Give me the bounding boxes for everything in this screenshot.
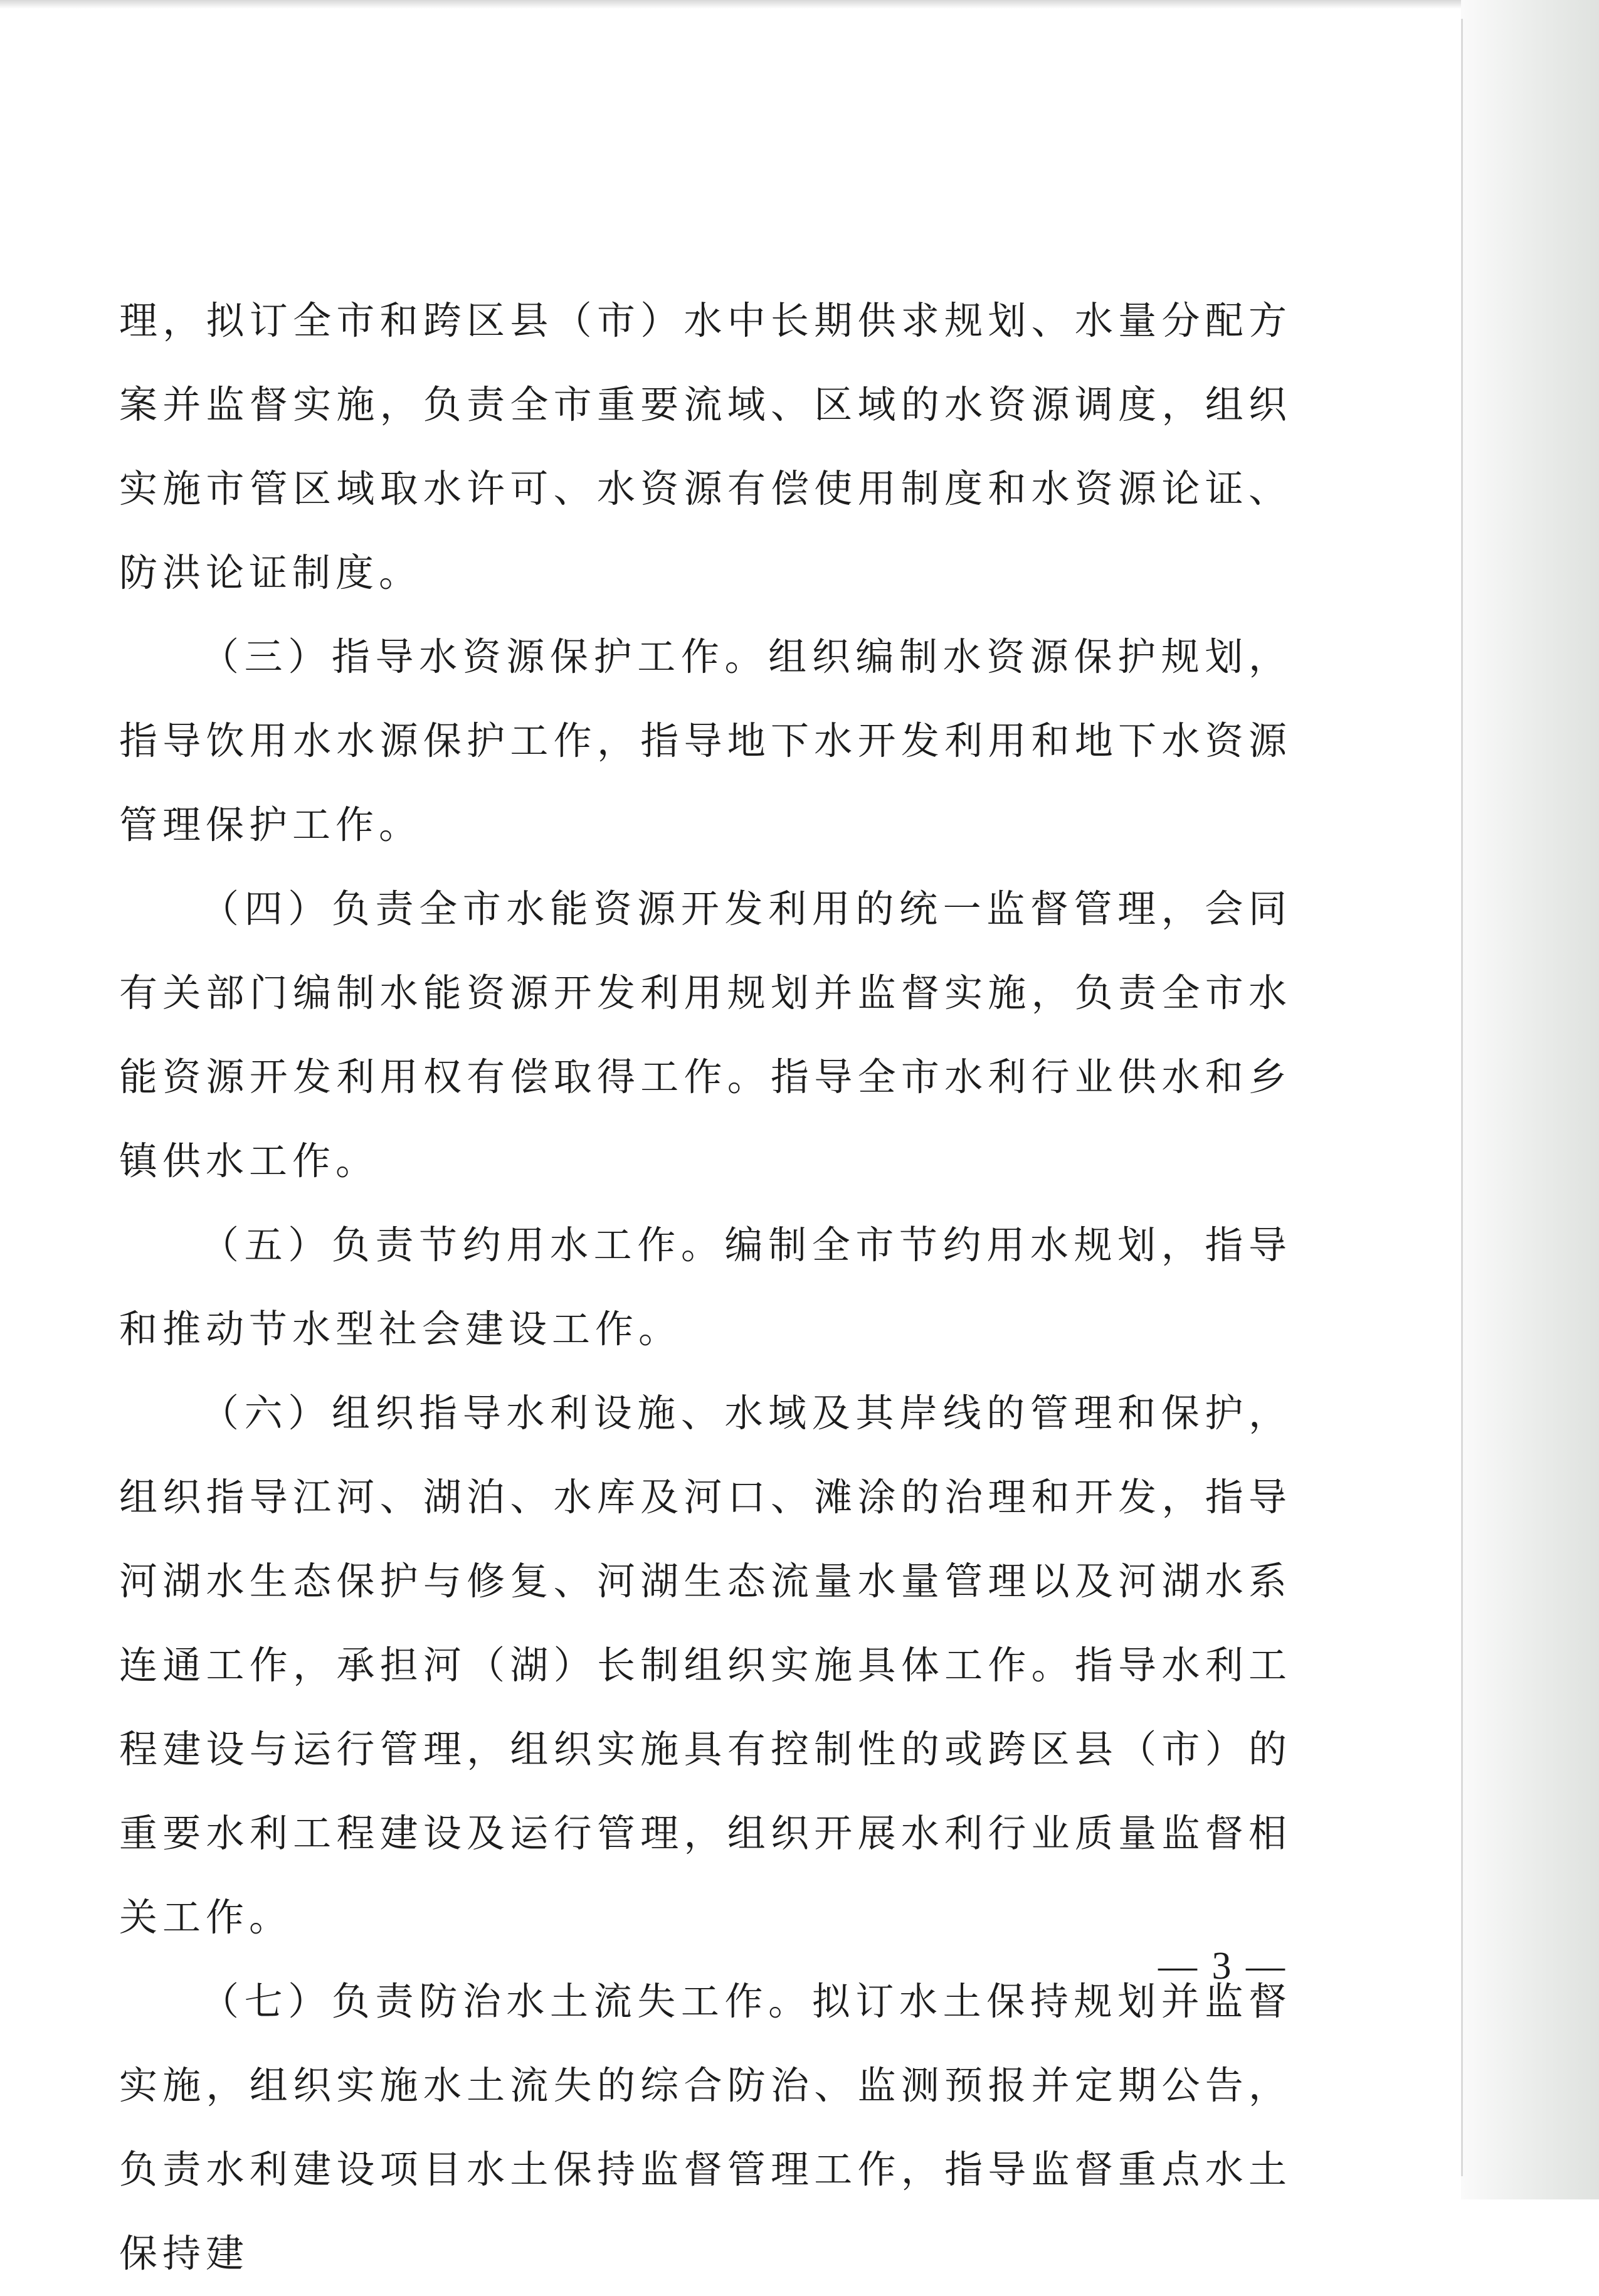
paragraph-section-5: （五）负责节约用水工作。编制全市节约用水规划，指导和推动节水型社会建设工作。 bbox=[119, 1223, 1292, 1352]
scan-edge-top bbox=[0, 0, 1599, 9]
paragraph-section-6: （六）组织指导水利设施、水域及其岸线的管理和保护，组织指导江河、湖泊、水库及河口、滩涂的治理和开发，指导河湖水生态保护与修复、河湖生态流量水量管理以及河湖水系连通工作，承担河（湖）长制组织实施具体工作。指导水利工程建设与运行管理，组织实施具有控制性的或跨区县（市）的重要水利工程建设及运行管理，组织开展水利行业质量监督相关工作。 bbox=[119, 1391, 1292, 1940]
paragraph-section-7: （七）负责防治水土流失工作。拟订水土保持规划并监督实施，组织实施水土流失的综合防治、监测预报并定期公告，负责水利建设项目水土保持监督管理工作，指导监督重点水土保持建 bbox=[119, 1979, 1292, 2276]
document-body bbox=[119, 279, 1292, 2296]
scan-edge-right bbox=[1461, 0, 1599, 2199]
paragraph-section-3: （三）指导水资源保护工作。组织编制水资源保护规划，指导饮用水水源保护工作，指导地下水开发利用和地下水资源管理保护工作。 bbox=[119, 635, 1292, 847]
paper-fold-line bbox=[1461, 19, 1463, 2176]
paragraph-section-4: （四）负责全市水能资源开发利用的统一监督管理，会同有关部门编制水能资源开发利用规划并监督实施，负责全市水能资源开发利用权有偿取得工作。指导全市水利行业供水和乡镇供水工作。 bbox=[119, 887, 1292, 1183]
paragraph-continued: 理，拟订全市和跨区县（市）水中长期供求规划、水量分配方案并监督实施，负责全市重要流域、区域的水资源调度，组织实施市管区域取水许可、水资源有偿使用制度和水资源论证、防洪论证制度。 bbox=[119, 299, 1292, 595]
page-number: — 3 — bbox=[1158, 1945, 1287, 1987]
